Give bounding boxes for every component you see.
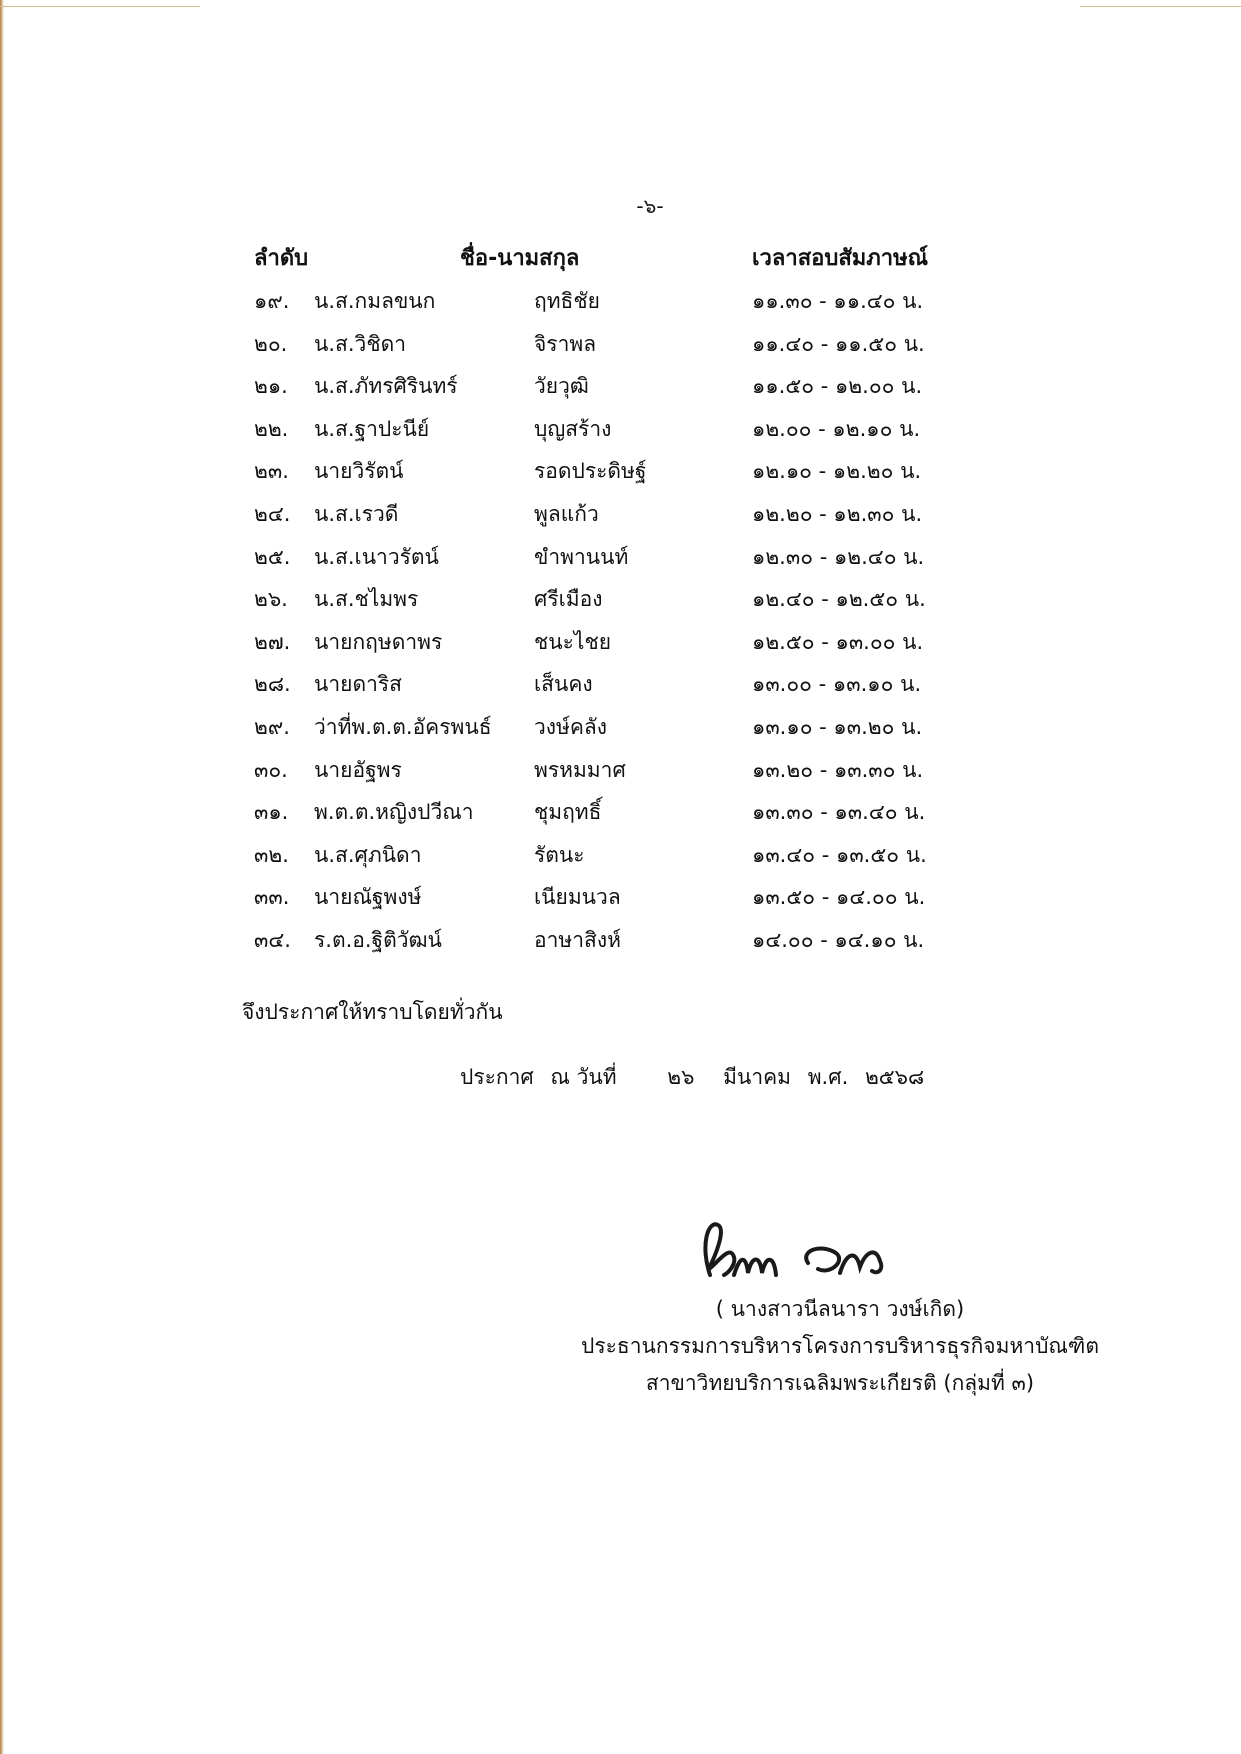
row-last-name: บุญสร้าง [534,416,612,441]
row-last-name: ศรีเมือง [534,587,603,612]
row-interview-time: ๑๑.๓๐ - ๑๑.๔๐ น. [752,289,924,313]
row-interview-time: ๑๑.๔๐ - ๑๑.๕๐ น. [752,331,925,356]
row-first-name: นายณัฐพงษ์ [314,885,422,910]
row-last-name: ฤทธิชัย [534,289,600,313]
row-number: ๒๕. [254,544,291,569]
row-number: ๒๗. [254,629,291,654]
row-number: ๒๘. [254,672,291,697]
row-last-name: จิราพล [534,331,597,356]
row-interview-time: ๑๓.๕๐ - ๑๔.๐๐ น. [752,885,926,910]
table-row [0,583,1241,626]
table-row [0,839,1241,882]
row-number: ๓๔. [254,927,291,952]
row-interview-time: ๑๑.๕๐ - ๑๒.๐๐ น. [752,374,923,399]
top-edge-line-right [1080,6,1241,7]
row-last-name: วงษ์คลัง [534,714,608,739]
row-last-name: พรหมมาศ [534,757,626,782]
top-edge-line-left [0,6,200,7]
table-row [0,668,1241,711]
row-number: ๓๑. [254,800,289,825]
row-interview-time: ๑๓.๔๐ - ๑๓.๕๐ น. [752,842,927,867]
row-number: ๒๙. [254,714,290,739]
table-row [0,924,1241,967]
table-row [0,285,1241,328]
row-interview-time: ๑๓.๓๐ - ๑๓.๔๐ น. [752,800,926,825]
row-first-name: น.ส.กมลขนก [314,289,436,313]
row-interview-time: ๑๒.๕๐ - ๑๓.๐๐ น. [752,629,924,654]
table-row [0,796,1241,839]
row-first-name: นายวิรัตน์ [314,459,404,484]
signer-position: ประธานกรรมการบริหารโครงการบริหารธุรกิจมหาบัณฑิต [581,1334,1099,1358]
table-row [0,455,1241,498]
row-interview-time: ๑๒.๔๐ - ๑๒.๕๐ น. [752,587,926,612]
row-number: ๓๐. [254,757,288,782]
signature-block [560,1293,1120,1404]
table-header [0,240,1241,274]
row-last-name: ขำพานนท์ [534,544,629,569]
row-number: ๓๒. [254,842,289,867]
announce-era: พ.ศ. [807,1065,849,1089]
table-row [0,413,1241,456]
table-row [0,711,1241,754]
row-interview-time: ๑๒.๓๐ - ๑๒.๔๐ น. [752,544,925,569]
row-last-name: รัตนะ [534,842,585,867]
row-first-name: น.ส.ชไมพร [314,587,419,612]
row-first-name: นายกฤษดาพร [314,629,443,654]
row-last-name: รอดประดิษฐ์ [534,459,647,484]
row-last-name: เส็นคง [534,672,593,697]
page-number: -๖- [636,194,664,218]
row-last-name: ชุมฤทธิ์ [534,800,602,825]
row-first-name: น.ส.เรวดี [314,501,399,526]
row-first-name: ร.ต.อ.ฐิติวัฒน์ [314,927,442,952]
header-time: เวลาสอบสัมภาษณ์ [752,246,929,271]
handwritten-signature [690,1215,920,1295]
row-number: ๒๒. [254,416,289,441]
signer-program: สาขาวิทยบริการเฉลิมพระเกียรติ (กลุ่มที่ ๓) [645,1371,1035,1395]
row-number: ๒๑. [254,374,288,399]
row-interview-time: ๑๓.๒๐ - ๑๓.๓๐ น. [752,757,924,782]
table-row [0,328,1241,371]
row-first-name: นายดาริส [314,672,402,697]
row-interview-time: ๑๒.๑๐ - ๑๒.๒๐ น. [752,459,922,484]
row-last-name: วัยวุฒิ [534,374,589,399]
signer-name: ( นางสาวนีลนารา วงษ์เกิด) [715,1297,965,1321]
row-first-name: น.ส.ฐาปะนีย์ [314,416,430,441]
row-number: ๑๙. [254,289,290,313]
table-row [0,754,1241,797]
announce-at-day: ณ วันที่ [550,1065,617,1089]
row-number: ๒๓. [254,459,289,484]
table-row [0,541,1241,584]
row-first-name: ว่าที่พ.ต.ต.อัครพนธ์ [314,714,492,739]
row-first-name: น.ส.วิชิดา [314,331,406,356]
row-first-name: พ.ต.ต.หญิงปวีณา [314,800,474,825]
row-last-name: พูลแก้ว [534,501,599,526]
announce-year: ๒๕๖๘ [864,1065,925,1089]
row-last-name: ชนะไชย [534,629,612,654]
row-interview-time: ๑๒.๐๐ - ๑๒.๑๐ น. [752,416,921,441]
table-row [0,370,1241,413]
table-row [0,881,1241,924]
row-number: ๒๐. [254,331,288,356]
row-interview-time: ๑๓.๑๐ - ๑๓.๒๐ น. [752,714,923,739]
row-last-name: อาษาสิงห์ [534,927,621,952]
row-interview-time: ๑๓.๐๐ - ๑๓.๑๐ น. [752,672,922,697]
row-last-name: เนียมนวล [534,885,621,910]
announce-prefix: ประกาศ [460,1065,534,1089]
row-first-name: น.ส.ภัทรศิรินทร์ [314,374,458,399]
row-first-name: น.ส.เนาวรัตน์ [314,544,439,569]
announce-month: มีนาคม [723,1065,792,1089]
announce-day: ๒๖ [667,1065,695,1089]
row-interview-time: ๑๔.๐๐ - ๑๔.๑๐ น. [752,927,925,952]
row-number: ๒๔. [254,501,291,526]
table-row [0,626,1241,669]
closing-statement: จึงประกาศให้ทราบโดยทั่วกัน [242,1000,503,1024]
row-interview-time: ๑๒.๒๐ - ๑๒.๓๐ น. [752,501,923,526]
schedule-table [0,285,1241,967]
row-first-name: น.ส.ศุภนิดา [314,842,422,867]
row-first-name: นายอัฐพร [314,757,402,782]
row-number: ๒๖. [254,587,288,612]
row-number: ๓๓. [254,885,290,910]
announcement-date [460,1061,934,1094]
header-name: ชื่อ-นามสกุล [460,246,580,271]
header-order: ลำดับ [254,246,309,271]
table-row [0,498,1241,541]
